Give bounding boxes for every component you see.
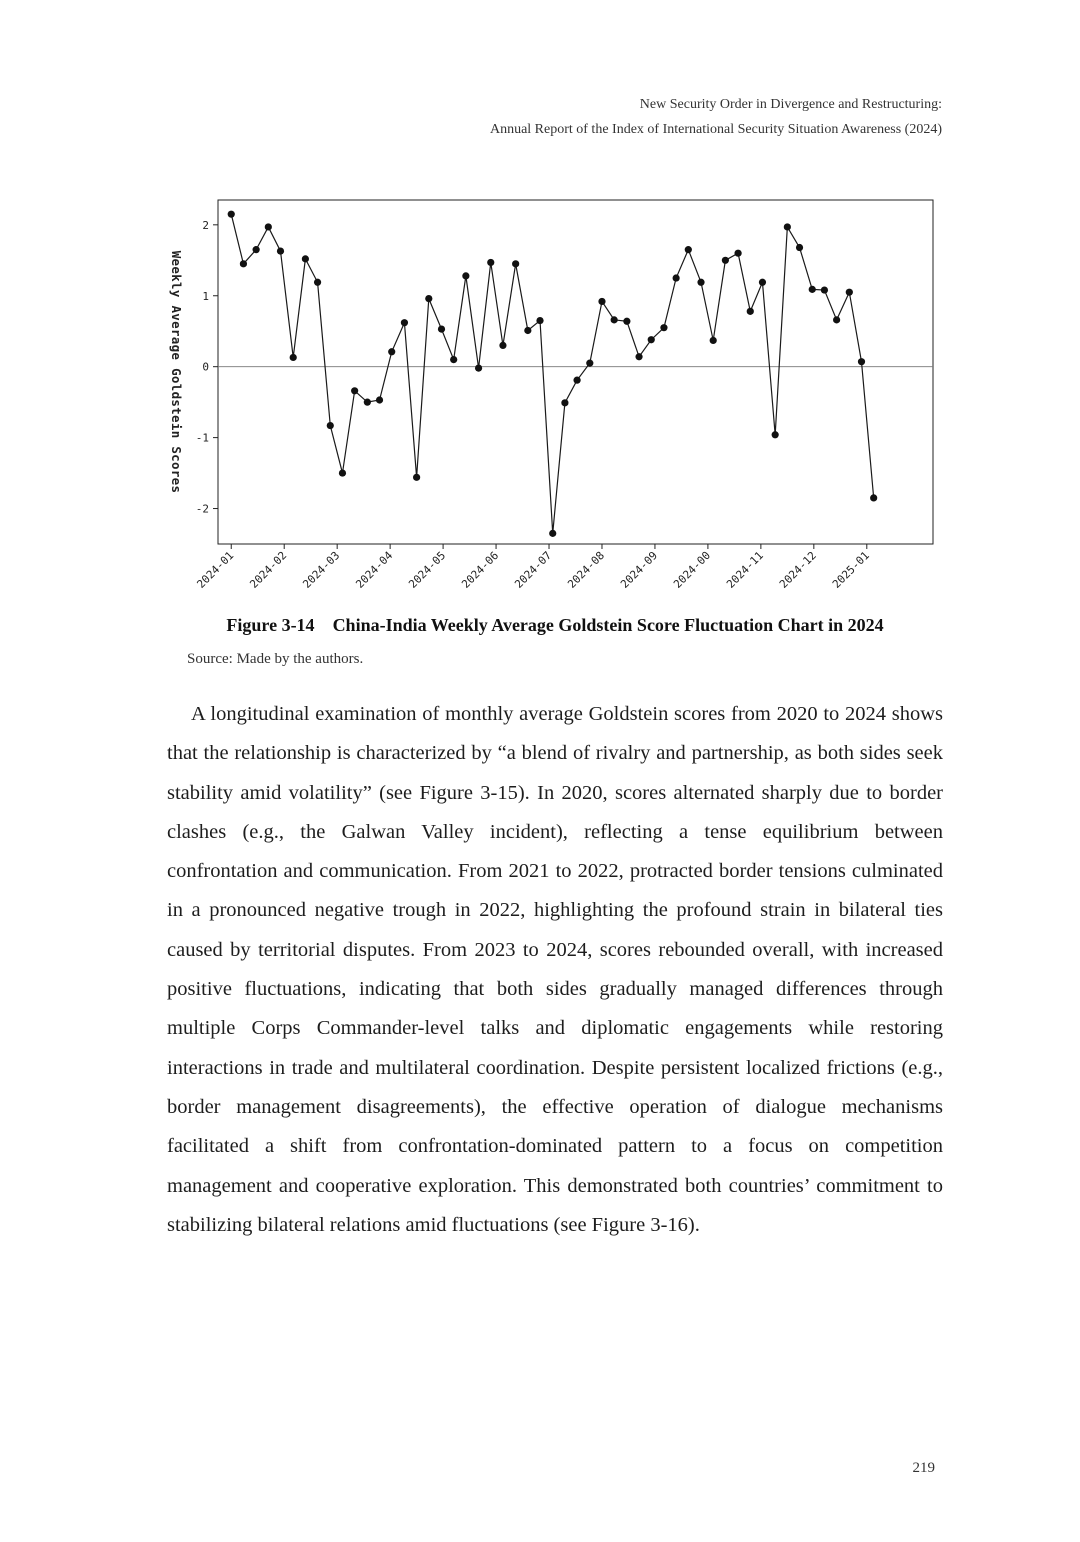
x-tick-label: 2024-07 bbox=[512, 548, 555, 591]
x-tick-label: 2024-01 bbox=[194, 548, 237, 591]
data-point bbox=[846, 289, 853, 296]
x-tick-label: 2025-01 bbox=[829, 548, 872, 591]
data-point bbox=[611, 316, 618, 323]
data-point bbox=[364, 399, 371, 406]
data-point bbox=[586, 360, 593, 367]
x-tick-label: 2024-00 bbox=[671, 548, 714, 591]
page-number: 219 bbox=[912, 1460, 935, 1476]
data-point bbox=[623, 318, 630, 325]
data-point bbox=[759, 279, 766, 286]
data-point bbox=[573, 377, 580, 384]
data-point bbox=[536, 317, 543, 324]
data-point bbox=[499, 342, 506, 349]
running-header bbox=[490, 92, 942, 142]
data-point bbox=[327, 422, 334, 429]
data-point bbox=[450, 356, 457, 363]
data-point bbox=[734, 250, 741, 257]
x-tick-label: 2024-09 bbox=[618, 548, 661, 591]
data-point bbox=[253, 246, 260, 253]
data-point bbox=[796, 244, 803, 251]
figure-number: Figure 3-14 bbox=[226, 615, 315, 635]
x-tick-label: 2024-04 bbox=[353, 548, 396, 591]
data-point bbox=[660, 324, 667, 331]
data-point bbox=[784, 223, 791, 230]
data-point bbox=[561, 399, 568, 406]
x-tick-label: 2024-03 bbox=[300, 548, 343, 591]
data-point bbox=[821, 286, 828, 293]
data-point bbox=[648, 336, 655, 343]
data-point bbox=[870, 494, 877, 501]
data-point bbox=[277, 247, 284, 254]
data-point bbox=[549, 530, 556, 537]
figure-caption bbox=[0, 615, 1080, 636]
y-tick-label: -2 bbox=[195, 502, 209, 516]
data-point bbox=[290, 354, 297, 361]
running-header-line-1: New Security Order in Divergence and Restructuring: bbox=[639, 97, 942, 112]
running-header-line-2: Annual Report of the Index of International Security Situation Awareness (2024) bbox=[489, 122, 942, 137]
figure-source: Source: Made by the authors. bbox=[187, 651, 364, 667]
y-tick-label: 2 bbox=[202, 218, 209, 232]
y-axis-label: Weekly Average Goldstein Scores bbox=[169, 250, 184, 494]
x-tick-label: 2024-11 bbox=[724, 548, 766, 591]
data-point bbox=[635, 353, 642, 360]
data-point bbox=[462, 272, 469, 279]
body-paragraph: A longitudinal examination of monthly average Goldstein scores from 2020 to 2024 shows that the relationship is characterized by “a blend of rivalry and partnership, as both sides seek stability amid volatility” (see Figure 3-15). In 2020, scores alternated sharply due to border clashes (e.g., the Galwan Valley incident), reflecting a tense equilibrium between confrontation and communication. From 2021 to 2022, protracted border tensions culminated in a pronounced negative trough in 2022, highlighting the profound strain in bilateral ties caused by territorial disputes. From 2023 to 2024, scores rebounded overall, with increased positive fluctuations, indicating that both sides gradually managed differences through multiple Corps Commander-level talks and diplomatic engagements while restoring interactions in trade and multilateral coordination. Despite persistent localized frictions (e.g., border management disagreements), the effective operation of dialogue mechanisms facilitated a shift from confrontation-dominated pattern to a focus on competition management and cooperative exploration. This demonstrated both countries’ commitment to stabilizing bilateral relations amid fluctuations (see Figure 3-16). bbox=[167, 703, 943, 1236]
data-point bbox=[809, 286, 816, 293]
goldstein-line-chart bbox=[160, 190, 950, 610]
data-point bbox=[351, 387, 358, 394]
y-tick-label: 0 bbox=[202, 360, 209, 374]
data-point bbox=[425, 295, 432, 302]
data-point bbox=[858, 358, 865, 365]
data-point bbox=[376, 396, 383, 403]
x-tick-label: 2024-12 bbox=[776, 548, 819, 591]
x-tick-label: 2024-05 bbox=[406, 548, 449, 591]
data-point bbox=[401, 319, 408, 326]
data-point bbox=[413, 474, 420, 481]
data-point bbox=[314, 279, 321, 286]
data-point bbox=[438, 325, 445, 332]
data-point bbox=[697, 279, 704, 286]
data-point bbox=[710, 337, 717, 344]
data-point bbox=[747, 308, 754, 315]
data-point bbox=[487, 259, 494, 266]
y-tick-label: -1 bbox=[195, 431, 209, 445]
data-point bbox=[475, 364, 482, 371]
data-point bbox=[722, 257, 729, 264]
figure-title: China-India Weekly Average Goldstein Score Fluctuation Chart in 2024 bbox=[332, 615, 884, 635]
data-point bbox=[524, 327, 531, 334]
y-tick-label: 1 bbox=[202, 289, 209, 303]
data-point bbox=[512, 260, 519, 267]
data-point bbox=[265, 223, 272, 230]
x-tick-label: 2024-08 bbox=[565, 548, 608, 591]
data-point bbox=[598, 298, 605, 305]
data-point bbox=[685, 246, 692, 253]
series-line bbox=[231, 214, 873, 533]
data-point bbox=[673, 274, 680, 281]
data-point bbox=[228, 211, 235, 218]
data-point bbox=[339, 469, 346, 476]
x-tick-label: 2024-06 bbox=[459, 548, 502, 591]
data-point bbox=[240, 260, 247, 267]
data-point bbox=[302, 255, 309, 262]
x-tick-label: 2024-02 bbox=[247, 548, 290, 591]
data-point bbox=[772, 431, 779, 438]
data-point bbox=[833, 316, 840, 323]
body-text bbox=[167, 695, 943, 1245]
data-point bbox=[388, 348, 395, 355]
